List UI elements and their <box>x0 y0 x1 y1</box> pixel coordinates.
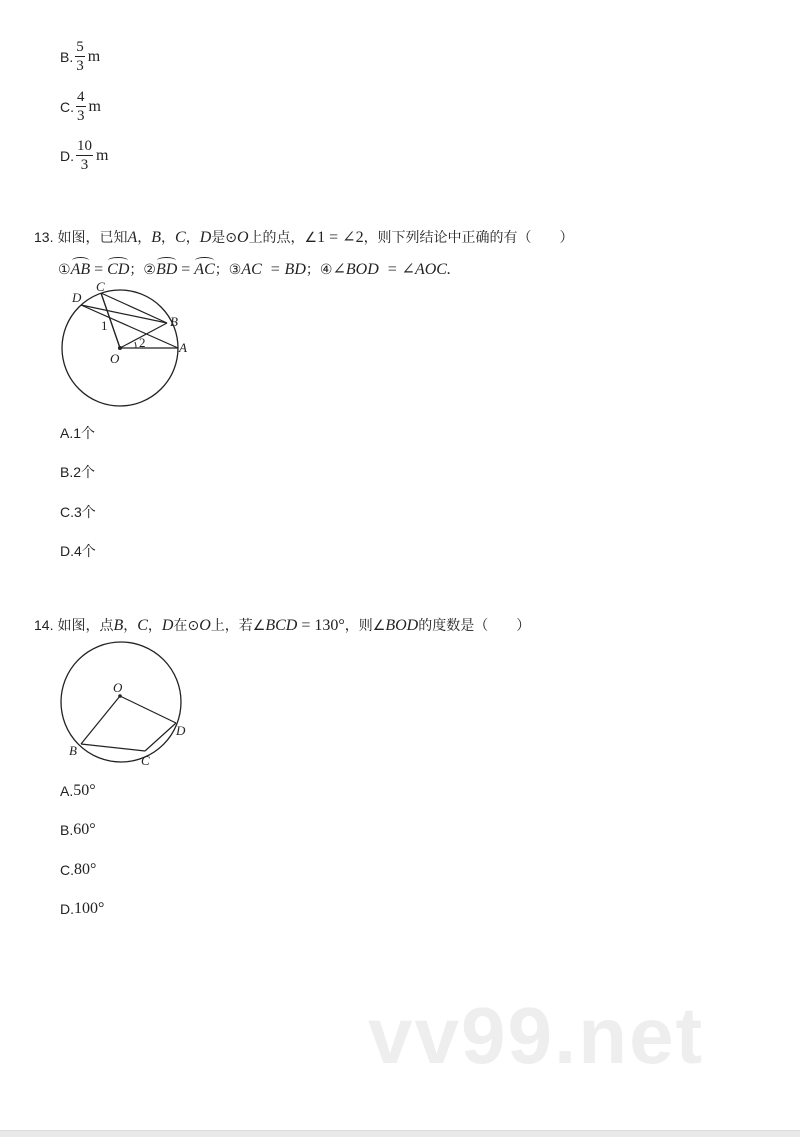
arc-cd: CD <box>107 261 130 278</box>
label-b: B <box>170 314 178 329</box>
separator: ， <box>147 617 162 633</box>
q14-option-d[interactable] <box>60 900 104 918</box>
stem-text: 的度数是（ ） <box>418 617 531 633</box>
q12-option-d[interactable] <box>60 139 108 173</box>
unit: m <box>87 48 101 65</box>
separator: ， <box>185 229 200 245</box>
arc-bd: BD <box>155 261 178 278</box>
stem-text: 是⊙ <box>211 229 237 245</box>
question-number: 13. <box>34 229 54 245</box>
q13-figure <box>55 282 205 412</box>
option-text: 1个 <box>73 425 96 441</box>
label-d: D <box>72 290 82 305</box>
stem-text: ，则下列结论中正确的有（ ） <box>363 229 574 245</box>
option-text: 100° <box>74 900 105 917</box>
stem-text: 上，若∠ <box>210 617 266 633</box>
label-angle-2: 2 <box>139 335 146 350</box>
option-letter: D. <box>60 543 74 559</box>
unit: m <box>88 98 101 115</box>
point-d: D <box>199 229 212 246</box>
conclusion-marker: ③ <box>228 261 242 277</box>
option-letter: C. <box>60 862 74 878</box>
fraction-denominator: 3 <box>77 108 85 124</box>
label-o: O <box>110 351 120 366</box>
watermark: vv99.net <box>368 991 705 1080</box>
fraction <box>75 40 85 74</box>
separator: ； <box>129 261 144 277</box>
angle-equation: ∠BOD = ∠AOC. <box>332 261 451 278</box>
label-c: C <box>96 282 105 294</box>
option-letter: B. <box>60 822 74 838</box>
point-a: A <box>127 229 138 246</box>
angle-1: 1 <box>317 229 326 246</box>
label-o: O <box>113 680 123 695</box>
fraction-numerator: 4 <box>77 89 85 105</box>
point-d: D <box>161 617 174 634</box>
conclusion-marker: ④ <box>319 261 333 277</box>
option-letter: B. <box>60 464 74 480</box>
label-a: A <box>179 340 187 355</box>
q12-option-c[interactable] <box>60 90 101 124</box>
q13-stem <box>34 227 574 247</box>
stem-text: ，则∠ <box>344 617 386 633</box>
conclusion-marker: ① <box>58 261 71 277</box>
fraction-numerator: 10 <box>77 138 92 154</box>
point-c: C <box>137 617 148 634</box>
label-c: C <box>141 753 150 768</box>
label-d: D <box>176 723 186 738</box>
stem-text: 如图，点 <box>57 617 114 633</box>
separator: ， <box>161 229 176 245</box>
option-letter: C. <box>60 99 74 115</box>
separator: ， <box>123 617 138 633</box>
angle-value: = 130° <box>297 617 345 634</box>
equals: = <box>177 261 195 278</box>
fraction <box>76 90 86 124</box>
unit: m <box>96 147 109 164</box>
label-b: B <box>69 743 77 758</box>
fraction-denominator: 3 <box>80 157 89 173</box>
angle-2: 2 <box>355 229 364 246</box>
option-letter: A. <box>60 783 74 799</box>
q14-stem <box>34 615 530 635</box>
question-number: 14. <box>34 617 54 633</box>
point-o: O <box>199 617 211 634</box>
fraction-denominator: 3 <box>76 58 84 74</box>
chord-equation: AC = BD <box>241 261 306 278</box>
point-o: O <box>237 229 249 246</box>
q13-option-b[interactable] <box>60 462 95 482</box>
label-angle-1: 1 <box>101 318 108 333</box>
equals: = <box>90 261 108 278</box>
option-letter: D. <box>60 901 74 917</box>
option-text: 50° <box>73 782 96 799</box>
stem-text: 上的点，∠ <box>248 229 318 245</box>
option-text: 2个 <box>73 464 96 480</box>
option-text: 60° <box>73 821 96 838</box>
option-letter: A. <box>60 425 74 441</box>
fraction <box>76 139 93 173</box>
q14-option-c[interactable] <box>60 861 96 879</box>
option-text: 3个 <box>74 504 96 520</box>
q14-option-a[interactable] <box>60 782 96 800</box>
angle-bod: BOD <box>385 617 419 634</box>
q13-option-a[interactable] <box>60 423 95 443</box>
q14-option-b[interactable] <box>60 821 96 839</box>
angle-bcd: BCD <box>265 617 298 634</box>
page-bottom-edge <box>0 1130 800 1137</box>
point-c: C <box>175 229 186 246</box>
q13-option-d[interactable] <box>60 541 96 561</box>
point-b: B <box>151 229 162 246</box>
q13-conclusions <box>58 259 451 279</box>
point-b: B <box>113 617 124 634</box>
option-letter: D. <box>60 148 74 164</box>
separator: ； <box>305 261 320 277</box>
arc-ac: AC <box>194 261 215 278</box>
separator: ， <box>137 229 152 245</box>
option-text: 80° <box>74 861 97 878</box>
separator: ； <box>214 261 229 277</box>
arc-ab: AB <box>70 261 91 278</box>
option-letter: C. <box>60 504 74 520</box>
conclusion-marker: ② <box>143 261 156 277</box>
stem-text: 如图，已知 <box>57 229 128 245</box>
q14-figure <box>55 640 205 770</box>
stem-text: 在⊙ <box>173 617 200 633</box>
q12-option-b[interactable] <box>60 40 100 74</box>
option-letter: B. <box>60 49 74 65</box>
q13-option-c[interactable] <box>60 502 96 522</box>
fraction-numerator: 5 <box>76 39 84 55</box>
equals: = ∠ <box>325 229 356 246</box>
option-text: 4个 <box>74 543 96 559</box>
